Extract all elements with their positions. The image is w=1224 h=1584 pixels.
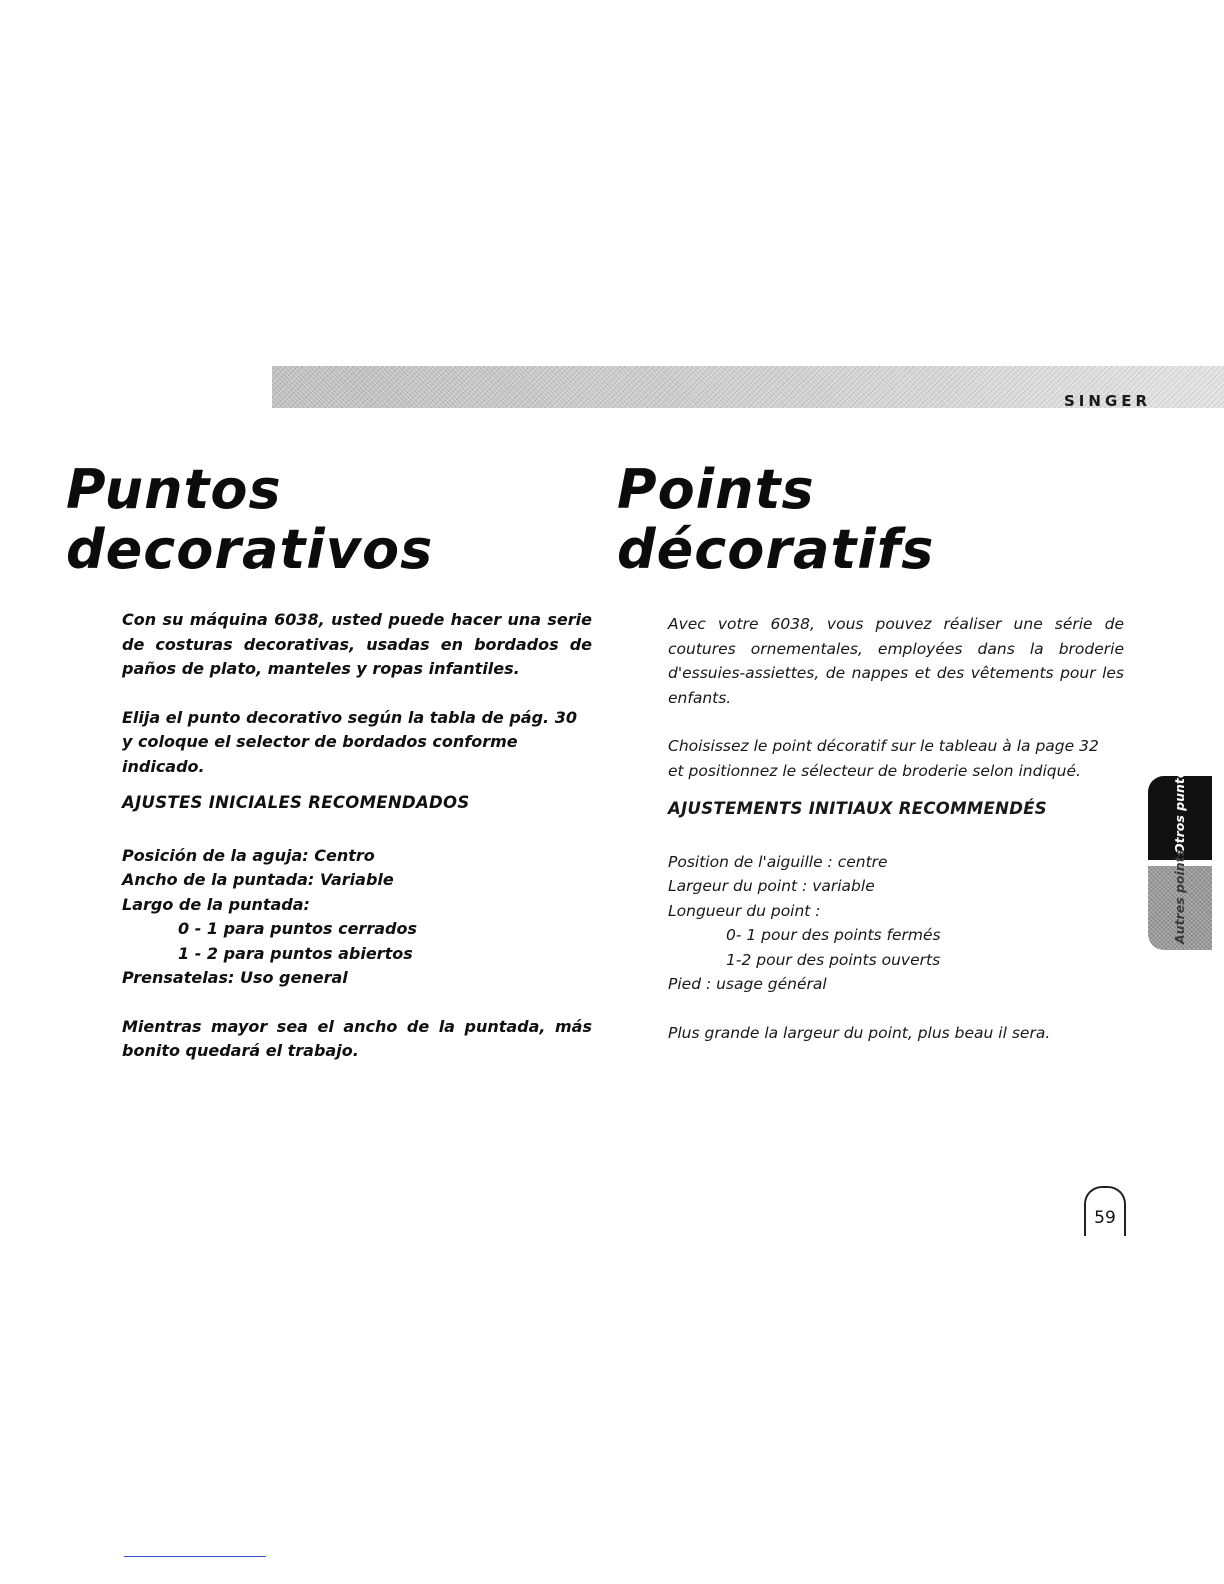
french-title-line1: Points xyxy=(617,458,815,521)
spanish-title-line2: decorativos xyxy=(66,518,434,581)
spanish-choose: Elija el punto decorativo según la tabla de pág. 30 y coloque el selector de bordados conforme indicado. xyxy=(122,707,577,776)
french-settings xyxy=(668,850,1124,997)
spanish-title-line1: Puntos xyxy=(66,458,282,521)
page-number: 59 xyxy=(1084,1186,1126,1236)
french-title-line2: décoratifs xyxy=(617,518,935,581)
spanish-setting-width: Ancho de la puntada: Variable xyxy=(122,870,394,889)
french-title xyxy=(617,460,934,580)
spanish-settings xyxy=(122,844,592,991)
french-setting-foot: Pied : usage général xyxy=(668,975,827,993)
spanish-setting-length-closed: 0 - 1 para puntos cerrados xyxy=(178,919,417,938)
spanish-setting-length-open: 1 - 2 para puntos abiertos xyxy=(178,943,413,963)
spanish-setting-needle: Posición de la aguja: Centro xyxy=(122,845,375,865)
brand-logo: SINGER xyxy=(1064,392,1152,410)
spanish-title xyxy=(66,460,433,580)
french-setting-length-open: 1-2 pour des points ouverts xyxy=(726,950,941,969)
tab-otros-puntos-label: Otros puntos xyxy=(1172,762,1187,854)
side-tabs xyxy=(1148,762,1212,950)
spanish-closing: Mientras mayor sea el ancho de la puntada, más bonito quedará el trabajo. xyxy=(122,1016,592,1060)
spanish-intro: Con su máquina 6038, usted puede hacer una serie de costuras decorativas, usadas en bordados de paños de plato, manteles y ropas infantiles. xyxy=(122,610,592,678)
french-heading: AJUSTEMENTS INITIAUX RECOMMENDÉS xyxy=(668,799,1047,818)
spanish-heading: AJUSTES INICIALES RECOMENDADOS xyxy=(122,793,470,812)
spanish-column xyxy=(122,608,592,1064)
spanish-setting-foot: Prensatelas: Uso general xyxy=(122,968,348,987)
spanish-setting-length: Largo de la puntada: xyxy=(122,894,310,914)
footer-rule xyxy=(124,1556,266,1557)
french-setting-needle: Position de l'aiguille : centre xyxy=(668,852,888,871)
french-column xyxy=(668,612,1124,1045)
tab-autres-points-label: Autres points xyxy=(1172,848,1187,944)
french-choose-line1: Choisissez le point décoratif sur le tableau à la page 32 xyxy=(668,737,1099,755)
french-choose-line2: et positionnez le sélecteur de broderie selon indiqué. xyxy=(668,761,1081,780)
french-setting-length: Longueur du point : xyxy=(668,901,821,920)
french-setting-width: Largeur du point : variable xyxy=(668,877,875,895)
tab-autres-points[interactable] xyxy=(1148,848,1212,950)
tab-otros-puntos[interactable] xyxy=(1148,762,1212,860)
french-intro: Avec votre 6038, vous pouvez réaliser une série de coutures ornementales, employées dans la broderie d'essuies-assiettes, de nappes et des vêtements pour les enfants. xyxy=(668,615,1124,707)
french-setting-length-closed: 0- 1 pour des points fermés xyxy=(726,926,941,944)
french-closing: Plus grande la largeur du point, plus beau il sera. xyxy=(668,1023,1051,1042)
